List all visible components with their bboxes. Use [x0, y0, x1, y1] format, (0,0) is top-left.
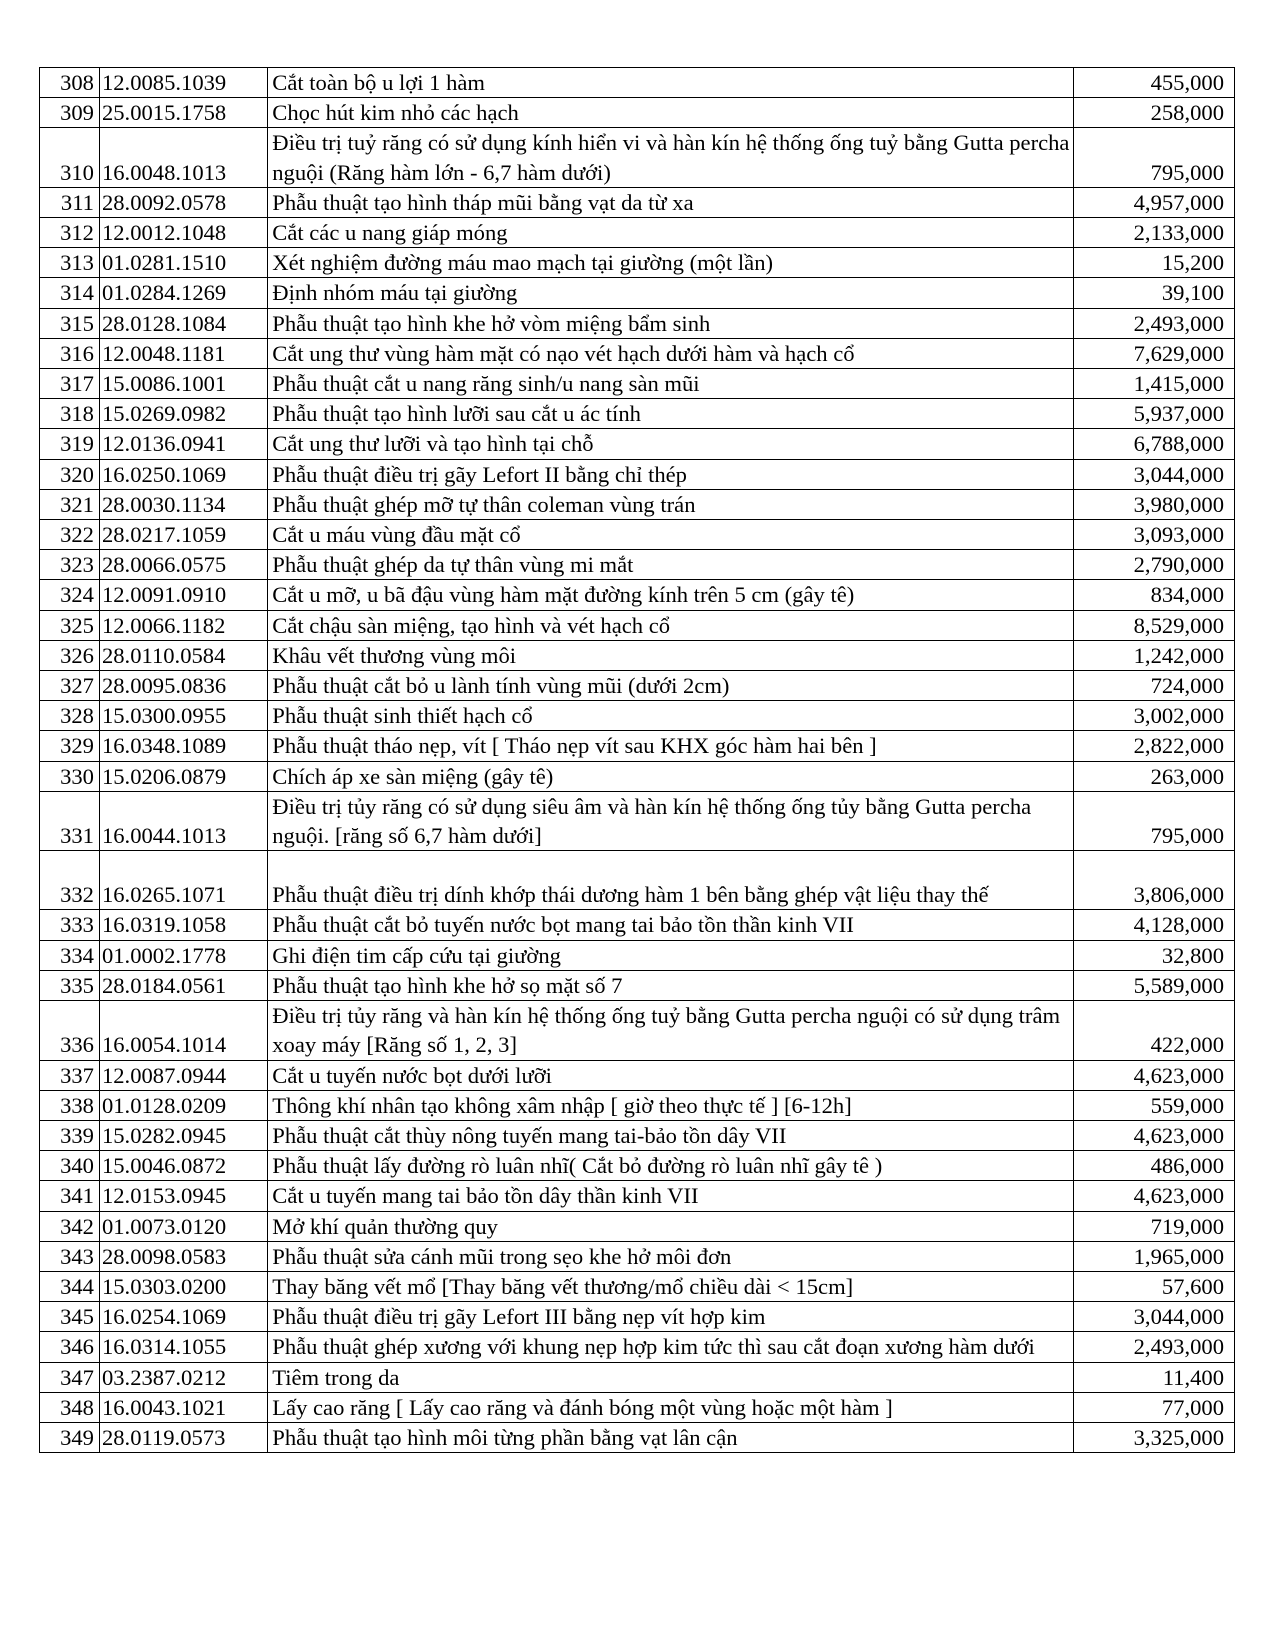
service-name-cell: Phẫu thuật lấy đường rò luân nhĩ( Cắt bỏ đường rò luân nhĩ gây tê ) — [268, 1151, 1074, 1181]
row-number-cell: 345 — [40, 1302, 100, 1332]
service-code-cell: 16.0048.1013 — [99, 128, 267, 187]
row-number-cell: 341 — [40, 1181, 100, 1211]
price-cell: 3,093,000 — [1074, 520, 1235, 550]
row-number-cell: 311 — [40, 187, 100, 217]
table-row — [40, 1271, 1235, 1301]
price-cell: 4,623,000 — [1074, 1181, 1235, 1211]
service-code-cell: 16.0319.1058 — [99, 910, 267, 940]
service-name-cell: Phẫu thuật sửa cánh mũi trong sẹo khe hở môi đơn — [268, 1241, 1074, 1271]
service-code-cell: 16.0348.1089 — [99, 731, 267, 761]
service-code-cell: 16.0250.1069 — [99, 459, 267, 489]
service-code-cell: 28.0119.0573 — [99, 1422, 267, 1452]
table-row — [40, 701, 1235, 731]
service-name-cell: Phẫu thuật tạo hình môi từng phần bằng vạt lân cận — [268, 1422, 1074, 1452]
service-name-cell: Chọc hút kim nhỏ các hạch — [268, 98, 1074, 128]
price-cell: 11,400 — [1074, 1362, 1235, 1392]
row-number-cell: 339 — [40, 1120, 100, 1150]
service-name-cell: Phẫu thuật điều trị dính khớp thái dương hàm 1 bên bằng ghép vật liệu thay thế — [268, 851, 1074, 910]
table-row — [40, 1120, 1235, 1150]
row-number-cell: 309 — [40, 98, 100, 128]
price-cell: 3,044,000 — [1074, 459, 1235, 489]
row-number-cell: 312 — [40, 218, 100, 248]
row-number-cell: 331 — [40, 791, 100, 850]
price-cell: 39,100 — [1074, 278, 1235, 308]
price-cell: 795,000 — [1074, 791, 1235, 850]
service-name-cell: Cắt u mỡ, u bã đậu vùng hàm mặt đường kính trên 5 cm (gây tê) — [268, 580, 1074, 610]
service-name-cell: Phẫu thuật ghép da tự thân vùng mi mắt — [268, 550, 1074, 580]
table-row — [40, 98, 1235, 128]
service-code-cell: 16.0314.1055 — [99, 1332, 267, 1362]
service-name-cell: Cắt u tuyến nước bọt dưới lưỡi — [268, 1060, 1074, 1090]
table-row — [40, 399, 1235, 429]
service-name-cell: Phẫu thuật cắt bỏ tuyến nước bọt mang tai bảo tồn thần kinh VII — [268, 910, 1074, 940]
table-row — [40, 1392, 1235, 1422]
price-cell: 57,600 — [1074, 1271, 1235, 1301]
service-name-cell: Cắt ung thư lưỡi và tạo hình tại chỗ — [268, 429, 1074, 459]
service-name-cell: Cắt toàn bộ u lợi 1 hàm — [268, 68, 1074, 98]
price-cell: 2,493,000 — [1074, 1332, 1235, 1362]
price-cell: 795,000 — [1074, 128, 1235, 187]
service-name-cell: Phẫu thuật sinh thiết hạch cổ — [268, 701, 1074, 731]
row-number-cell: 344 — [40, 1271, 100, 1301]
price-cell: 4,623,000 — [1074, 1060, 1235, 1090]
row-number-cell: 340 — [40, 1151, 100, 1181]
service-name-cell: Phẫu thuật tạo hình lưỡi sau cắt u ác tính — [268, 399, 1074, 429]
service-code-cell: 28.0217.1059 — [99, 520, 267, 550]
service-name-cell: Tiêm trong da — [268, 1362, 1074, 1392]
table-row — [40, 187, 1235, 217]
service-name-cell: Cắt u tuyến mang tai bảo tồn dây thần kinh VII — [268, 1181, 1074, 1211]
table-row — [40, 851, 1235, 910]
table-row — [40, 731, 1235, 761]
price-cell: 2,133,000 — [1074, 218, 1235, 248]
table-row — [40, 640, 1235, 670]
table-row — [40, 1090, 1235, 1120]
price-cell: 3,002,000 — [1074, 701, 1235, 731]
table-row — [40, 671, 1235, 701]
service-code-cell: 12.0153.0945 — [99, 1181, 267, 1211]
price-cell: 15,200 — [1074, 248, 1235, 278]
price-cell: 5,937,000 — [1074, 399, 1235, 429]
row-number-cell: 327 — [40, 671, 100, 701]
row-number-cell: 346 — [40, 1332, 100, 1362]
service-code-cell: 25.0015.1758 — [99, 98, 267, 128]
service-code-cell: 28.0092.0578 — [99, 187, 267, 217]
service-name-cell: Ghi điện tim cấp cứu tại giường — [268, 940, 1074, 970]
price-cell: 32,800 — [1074, 940, 1235, 970]
table-row — [40, 218, 1235, 248]
table-row — [40, 278, 1235, 308]
row-number-cell: 330 — [40, 761, 100, 791]
table-row — [40, 68, 1235, 98]
service-code-cell: 28.0098.0583 — [99, 1241, 267, 1271]
table-row — [40, 580, 1235, 610]
service-name-cell: Phẫu thuật cắt thùy nông tuyến mang tai-bảo tồn dây VII — [268, 1120, 1074, 1150]
price-cell: 3,325,000 — [1074, 1422, 1235, 1452]
row-number-cell: 335 — [40, 970, 100, 1000]
price-cell: 3,044,000 — [1074, 1302, 1235, 1332]
table-row — [40, 1422, 1235, 1452]
service-code-cell: 15.0303.0200 — [99, 1271, 267, 1301]
price-cell: 3,806,000 — [1074, 851, 1235, 910]
service-code-cell: 15.0269.0982 — [99, 399, 267, 429]
price-cell: 77,000 — [1074, 1392, 1235, 1422]
row-number-cell: 323 — [40, 550, 100, 580]
service-name-cell: Phẫu thuật tạo hình khe hở sọ mặt số 7 — [268, 970, 1074, 1000]
service-name-cell: Cắt chậu sàn miệng, tạo hình và vét hạch cổ — [268, 610, 1074, 640]
price-cell: 2,790,000 — [1074, 550, 1235, 580]
service-name-cell: Thông khí nhân tạo không xâm nhập [ giờ theo thực tế ] [6-12h] — [268, 1090, 1074, 1120]
service-code-cell: 15.0046.0872 — [99, 1151, 267, 1181]
service-code-cell: 12.0091.0910 — [99, 580, 267, 610]
service-name-cell: Phẫu thuật tạo hình khe hở vòm miệng bẩm sinh — [268, 308, 1074, 338]
service-name-cell: Điều trị tủy răng và hàn kín hệ thống ống tuỷ bằng Gutta percha nguội có sử dụng trâm xoay máy [Răng số 1, 2, 3] — [268, 1001, 1074, 1060]
service-code-cell: 28.0095.0836 — [99, 671, 267, 701]
row-number-cell: 348 — [40, 1392, 100, 1422]
service-code-cell: 01.0128.0209 — [99, 1090, 267, 1120]
table-row — [40, 970, 1235, 1000]
service-name-cell: Chích áp xe sàn miệng (gây tê) — [268, 761, 1074, 791]
price-cell: 8,529,000 — [1074, 610, 1235, 640]
service-code-cell: 01.0281.1510 — [99, 248, 267, 278]
row-number-cell: 338 — [40, 1090, 100, 1120]
row-number-cell: 313 — [40, 248, 100, 278]
service-name-cell: Lấy cao răng [ Lấy cao răng và đánh bóng một vùng hoặc một hàm ] — [268, 1392, 1074, 1422]
table-row — [40, 1241, 1235, 1271]
row-number-cell: 314 — [40, 278, 100, 308]
price-cell: 7,629,000 — [1074, 338, 1235, 368]
service-name-cell: Điều trị tủy răng có sử dụng siêu âm và hàn kín hệ thống ống tủy bằng Gutta percha nguội. [răng số 6,7 hàm dưới] — [268, 791, 1074, 850]
service-name-cell: Xét nghiệm đường máu mao mạch tại giường (một lần) — [268, 248, 1074, 278]
price-cell: 486,000 — [1074, 1151, 1235, 1181]
service-name-cell: Điều trị tuỷ răng có sử dụng kính hiển vi và hàn kín hệ thống ống tuỷ bằng Gutta percha nguội (Răng hàm lớn - 6,7 hàm dưới) — [268, 128, 1074, 187]
price-cell: 5,589,000 — [1074, 970, 1235, 1000]
service-name-cell: Thay băng vết mổ [Thay băng vết thương/mổ chiều dài < 15cm] — [268, 1271, 1074, 1301]
row-number-cell: 321 — [40, 489, 100, 519]
row-number-cell: 325 — [40, 610, 100, 640]
service-code-cell: 12.0136.0941 — [99, 429, 267, 459]
service-name-cell: Phẫu thuật ghép xương với khung nẹp hợp kim tức thì sau cắt đoạn xương hàm dưới — [268, 1332, 1074, 1362]
service-code-cell: 01.0002.1778 — [99, 940, 267, 970]
row-number-cell: 343 — [40, 1241, 100, 1271]
service-name-cell: Cắt các u nang giáp móng — [268, 218, 1074, 248]
service-code-cell: 16.0044.1013 — [99, 791, 267, 850]
row-number-cell: 342 — [40, 1211, 100, 1241]
service-name-cell: Phẫu thuật ghép mỡ tự thân coleman vùng trán — [268, 489, 1074, 519]
table-row — [40, 459, 1235, 489]
table-row — [40, 610, 1235, 640]
service-name-cell: Phẫu thuật cắt bỏ u lành tính vùng mũi (dưới 2cm) — [268, 671, 1074, 701]
service-name-cell: Phẫu thuật tháo nẹp, vít [ Tháo nẹp vít sau KHX góc hàm hai bên ] — [268, 731, 1074, 761]
price-cell: 455,000 — [1074, 68, 1235, 98]
row-number-cell: 316 — [40, 338, 100, 368]
service-code-cell: 15.0282.0945 — [99, 1120, 267, 1150]
service-code-cell: 15.0300.0955 — [99, 701, 267, 731]
row-number-cell: 326 — [40, 640, 100, 670]
price-cell: 559,000 — [1074, 1090, 1235, 1120]
table-row — [40, 338, 1235, 368]
table-row — [40, 1060, 1235, 1090]
service-name-cell: Phẫu thuật tạo hình tháp mũi bằng vạt da từ xa — [268, 187, 1074, 217]
service-name-cell: Khâu vết thương vùng môi — [268, 640, 1074, 670]
row-number-cell: 332 — [40, 851, 100, 910]
price-cell: 4,128,000 — [1074, 910, 1235, 940]
service-code-cell: 12.0012.1048 — [99, 218, 267, 248]
service-name-cell: Phẫu thuật điều trị gãy Lefort III bằng nẹp vít hợp kim — [268, 1302, 1074, 1332]
service-name-cell: Phẫu thuật cắt u nang răng sinh/u nang sàn mũi — [268, 369, 1074, 399]
price-cell: 1,965,000 — [1074, 1241, 1235, 1271]
price-cell: 719,000 — [1074, 1211, 1235, 1241]
service-name-cell: Định nhóm máu tại giường — [268, 278, 1074, 308]
table-row — [40, 369, 1235, 399]
service-code-cell: 12.0066.1182 — [99, 610, 267, 640]
service-code-cell: 15.0206.0879 — [99, 761, 267, 791]
row-number-cell: 333 — [40, 910, 100, 940]
price-cell: 258,000 — [1074, 98, 1235, 128]
row-number-cell: 347 — [40, 1362, 100, 1392]
service-code-cell: 28.0110.0584 — [99, 640, 267, 670]
row-number-cell: 315 — [40, 308, 100, 338]
row-number-cell: 319 — [40, 429, 100, 459]
table-row — [40, 791, 1235, 850]
service-code-cell: 28.0128.1084 — [99, 308, 267, 338]
price-cell: 6,788,000 — [1074, 429, 1235, 459]
price-cell: 724,000 — [1074, 671, 1235, 701]
row-number-cell: 310 — [40, 128, 100, 187]
price-cell: 2,822,000 — [1074, 731, 1235, 761]
table-row — [40, 910, 1235, 940]
table-row — [40, 1362, 1235, 1392]
row-number-cell: 329 — [40, 731, 100, 761]
service-code-cell: 28.0030.1134 — [99, 489, 267, 519]
table-row — [40, 308, 1235, 338]
price-cell: 263,000 — [1074, 761, 1235, 791]
table-row — [40, 248, 1235, 278]
price-cell: 2,493,000 — [1074, 308, 1235, 338]
service-code-cell: 12.0085.1039 — [99, 68, 267, 98]
table-row — [40, 761, 1235, 791]
service-code-cell: 15.0086.1001 — [99, 369, 267, 399]
row-number-cell: 334 — [40, 940, 100, 970]
service-name-cell: Cắt ung thư vùng hàm mặt có nạo vét hạch dưới hàm và hạch cổ — [268, 338, 1074, 368]
row-number-cell: 349 — [40, 1422, 100, 1452]
table-row — [40, 1332, 1235, 1362]
service-name-cell: Cắt u máu vùng đầu mặt cổ — [268, 520, 1074, 550]
service-code-cell: 28.0066.0575 — [99, 550, 267, 580]
service-code-cell: 16.0054.1014 — [99, 1001, 267, 1060]
service-code-cell: 12.0087.0944 — [99, 1060, 267, 1090]
table-row — [40, 1001, 1235, 1060]
service-code-cell: 01.0284.1269 — [99, 278, 267, 308]
price-cell: 4,957,000 — [1074, 187, 1235, 217]
price-cell: 834,000 — [1074, 580, 1235, 610]
table-row — [40, 550, 1235, 580]
row-number-cell: 336 — [40, 1001, 100, 1060]
row-number-cell: 337 — [40, 1060, 100, 1090]
service-code-cell: 16.0265.1071 — [99, 851, 267, 910]
row-number-cell: 318 — [40, 399, 100, 429]
service-code-cell: 03.2387.0212 — [99, 1362, 267, 1392]
service-code-cell: 28.0184.0561 — [99, 970, 267, 1000]
price-cell: 422,000 — [1074, 1001, 1235, 1060]
table-row — [40, 128, 1235, 187]
table-body — [40, 68, 1235, 1453]
service-code-cell: 16.0254.1069 — [99, 1302, 267, 1332]
row-number-cell: 328 — [40, 701, 100, 731]
price-cell: 4,623,000 — [1074, 1120, 1235, 1150]
price-cell: 1,242,000 — [1074, 640, 1235, 670]
table-row — [40, 1302, 1235, 1332]
price-table — [39, 67, 1235, 1453]
table-row — [40, 940, 1235, 970]
table-row — [40, 489, 1235, 519]
row-number-cell: 322 — [40, 520, 100, 550]
table-row — [40, 429, 1235, 459]
service-code-cell: 16.0043.1021 — [99, 1392, 267, 1422]
service-name-cell: Phẫu thuật điều trị gãy Lefort II bằng chỉ thép — [268, 459, 1074, 489]
row-number-cell: 324 — [40, 580, 100, 610]
service-code-cell: 01.0073.0120 — [99, 1211, 267, 1241]
table-row — [40, 1211, 1235, 1241]
price-cell: 3,980,000 — [1074, 489, 1235, 519]
row-number-cell: 320 — [40, 459, 100, 489]
service-name-cell: Mở khí quản thường quy — [268, 1211, 1074, 1241]
table-row — [40, 1151, 1235, 1181]
row-number-cell: 317 — [40, 369, 100, 399]
row-number-cell: 308 — [40, 68, 100, 98]
price-cell: 1,415,000 — [1074, 369, 1235, 399]
service-code-cell: 12.0048.1181 — [99, 338, 267, 368]
table-row — [40, 1181, 1235, 1211]
table-row — [40, 520, 1235, 550]
